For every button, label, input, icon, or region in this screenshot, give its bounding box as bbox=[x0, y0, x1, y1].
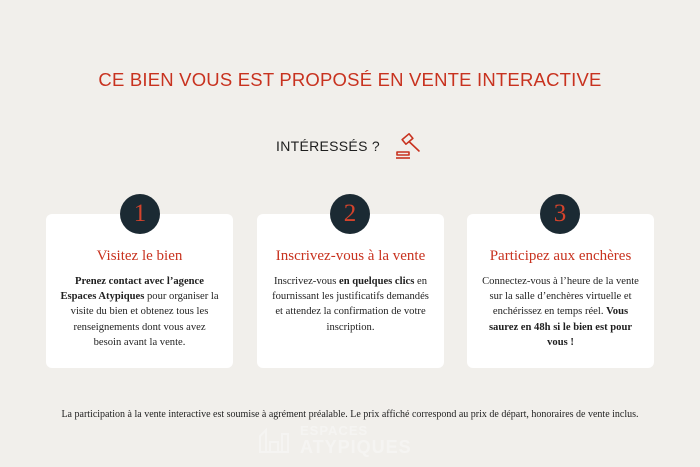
step-card-1 bbox=[46, 214, 233, 368]
step-number-1: 1 bbox=[120, 194, 160, 234]
watermark-line1: ESPACES bbox=[300, 423, 369, 438]
step-title-3: Participez aux enchères bbox=[489, 248, 632, 264]
logo-mark-icon bbox=[258, 426, 290, 454]
watermark-logo bbox=[258, 422, 448, 458]
step-text-3-part-2: Vous saurez en 48h si le bien est pour vous ! bbox=[488, 306, 633, 348]
watermark-line2: ATYPIQUES bbox=[300, 437, 412, 457]
page-title: CE BIEN VOUS EST PROPOSÉ EN VENTE INTERACTIVE bbox=[98, 69, 602, 90]
step-text-2-part-2: en quelques clics bbox=[339, 276, 415, 287]
step-number-3: 3 bbox=[540, 194, 580, 234]
subtitle: INTÉRESSÉS ? bbox=[276, 138, 380, 154]
step-card-3 bbox=[467, 214, 654, 368]
step-card-2 bbox=[257, 214, 444, 368]
step-text-1 bbox=[60, 274, 219, 350]
step-text-3-part-1: Connectez-vous à l’heure de la vente sur la salle d’enchères virtuelle et enchérissez en temps réel. bbox=[482, 276, 639, 318]
step-text-1-part-2: pour organiser la visite du bien et obtenez tous les renseignements dont vous avez besoin avant la vente. bbox=[70, 291, 219, 348]
step-text-2-part-3: en fournissant les justificatifs demandés et attendez la confirmation de votre inscription. bbox=[272, 276, 429, 333]
subtitle-row bbox=[0, 131, 700, 161]
step-number-2: 2 bbox=[330, 194, 370, 234]
step-text-2 bbox=[271, 274, 430, 335]
footnote: La participation à la vente interactive est soumise à agrément préalable. Le prix affiché correspond au prix de départ, honoraires de vente inclus. bbox=[61, 409, 639, 420]
step-title-2: Inscrivez-vous à la vente bbox=[275, 248, 426, 264]
step-text-3 bbox=[481, 274, 640, 350]
step-title-1: Visitez le bien bbox=[96, 248, 183, 264]
gavel-icon bbox=[394, 131, 424, 161]
step-text-1-part-1: Prenez contact avec l’agence Espaces Atypiques bbox=[60, 276, 204, 303]
step-text-2-part-1: Inscrivez-vous bbox=[273, 276, 339, 287]
